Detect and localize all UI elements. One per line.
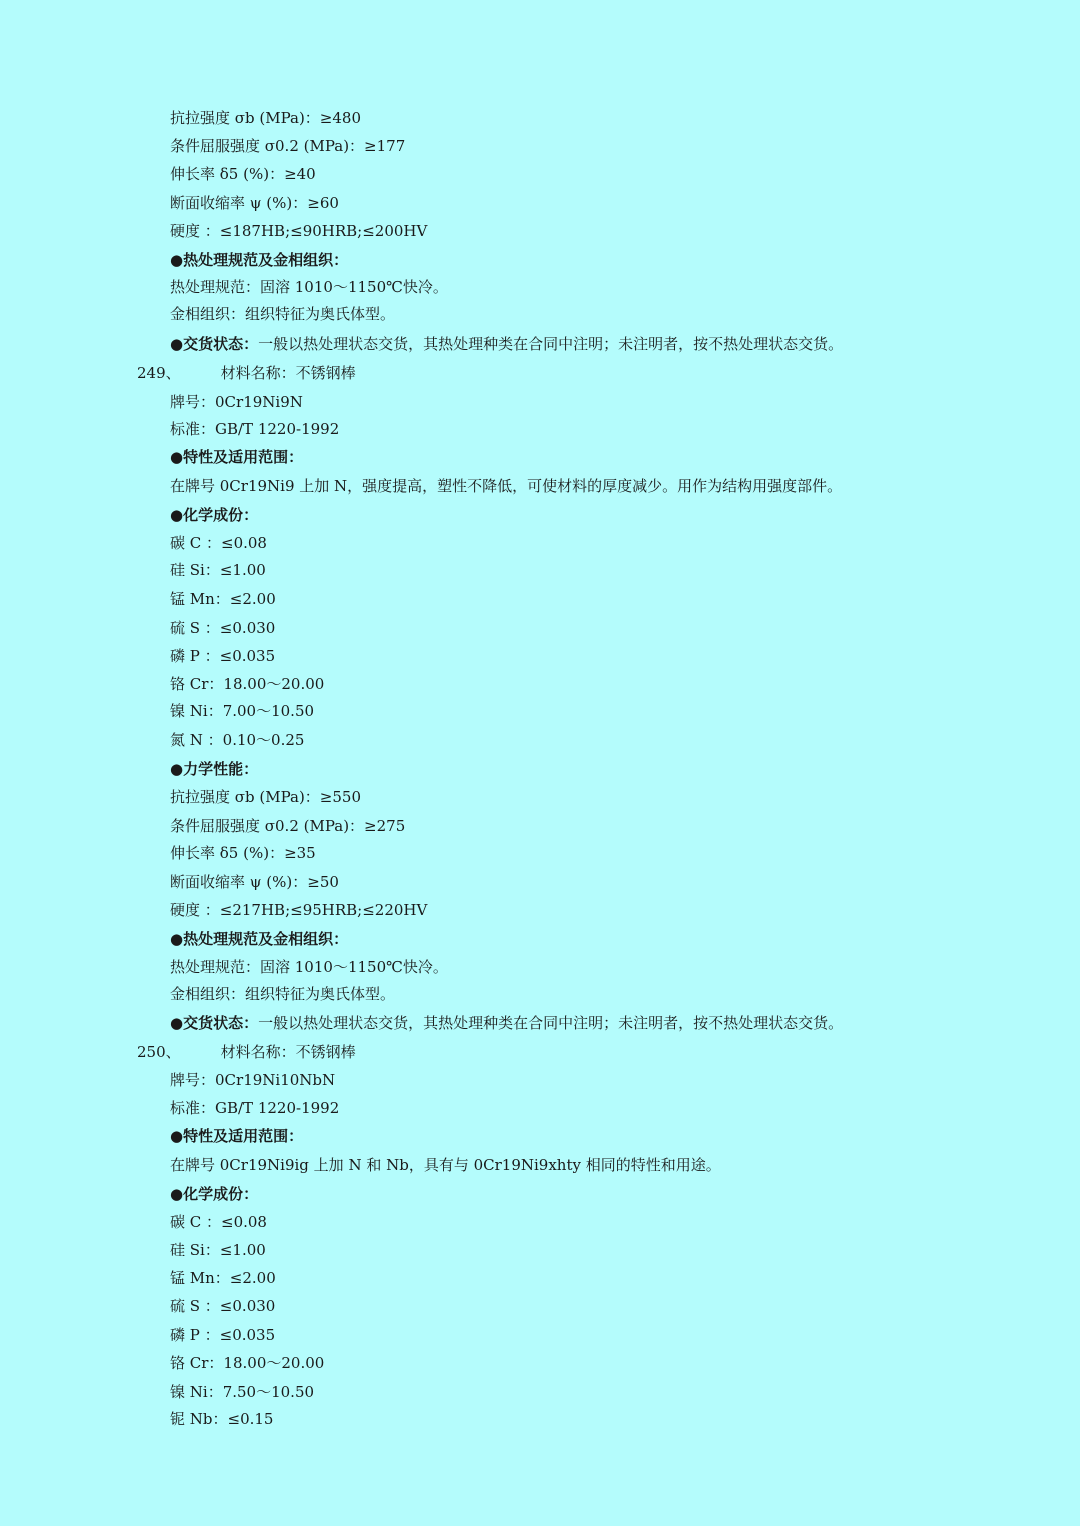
grade-line: 牌号：0Cr19Ni9N xyxy=(170,393,303,411)
chromium-line: 铬 Cr：18.00～20.00 xyxy=(170,675,325,693)
reduction-area-line: 断面收缩率 ψ (%)：≥50 xyxy=(170,873,339,891)
standard-line: 标准：GB/T 1220-1992 xyxy=(170,1099,340,1117)
tensile-strength-line: 抗拉强度 σb (MPa)：≥480 xyxy=(170,109,362,127)
item-number: 250、 xyxy=(137,1043,181,1061)
item-250-header xyxy=(137,1042,356,1062)
nitrogen-line: 氮 N ：0.10～0.25 xyxy=(170,731,305,749)
material-name: 材料名称：不锈钢棒 xyxy=(220,1043,356,1061)
silicon-line: 硅 Si：≤1.00 xyxy=(170,561,266,579)
material-name: 材料名称：不锈钢棒 xyxy=(220,364,356,382)
composition-heading: ●化学成份： xyxy=(170,506,259,524)
grade-line: 牌号：0Cr19Ni10NbN xyxy=(170,1071,336,1089)
phosphorus-line: 磷 P ：≤0.035 xyxy=(170,1326,276,1344)
yield-strength-line: 条件屈服强度 σ0.2 (MPa)：≥177 xyxy=(170,137,406,155)
yield-strength-line: 条件屈服强度 σ0.2 (MPa)：≥275 xyxy=(170,817,406,835)
hardness-line: 硬度 ：≤217HB;≤95HRB;≤220HV xyxy=(170,901,428,919)
carbon-line: 碳 C ：≤0.08 xyxy=(170,1213,267,1231)
properties-heading: ●特性及适用范围： xyxy=(170,1127,304,1145)
metallographic-line: 金相组织：组织特征为奥氏体型。 xyxy=(170,985,396,1003)
item-number: 249、 xyxy=(137,364,181,382)
delivery-state-text: 一般以热处理状态交货，其热处理种类在合同中注明；未注明者，按不热处理状态交货。 xyxy=(258,1014,844,1032)
elongation-line: 伸长率 δ5 (%)：≥35 xyxy=(170,844,316,862)
sulfur-line: 硫 S ：≤0.030 xyxy=(170,619,276,637)
composition-heading: ●化学成份： xyxy=(170,1185,259,1203)
delivery-state-label: ●交货状态： xyxy=(170,1014,259,1032)
chromium-line: 铬 Cr：18.00～20.00 xyxy=(170,1354,325,1372)
item-249-header xyxy=(137,363,356,383)
standard-line: 标准：GB/T 1220-1992 xyxy=(170,420,340,438)
elongation-line: 伸长率 δ5 (%)：≥40 xyxy=(170,165,316,183)
sulfur-line: 硫 S ：≤0.030 xyxy=(170,1297,276,1315)
carbon-line: 碳 C ：≤0.08 xyxy=(170,534,267,552)
heat-treatment-spec-line: 热处理规范：固溶 1010～1150℃快冷。 xyxy=(170,958,448,976)
properties-heading: ●特性及适用范围： xyxy=(170,448,304,466)
phosphorus-line: 磷 P ：≤0.035 xyxy=(170,647,276,665)
reduction-area-line: 断面收缩率 ψ (%)：≥60 xyxy=(170,194,339,212)
delivery-state-line xyxy=(170,1013,843,1033)
properties-text: 在牌号 0Cr19Ni9ig 上加 N 和 Nb，具有与 0Cr19Ni9xhty 相同的特性和用途。 xyxy=(170,1156,721,1174)
hardness-line: 硬度 ：≤187HB;≤90HRB;≤200HV xyxy=(170,222,428,240)
nickel-line: 镍 Ni：7.00～10.50 xyxy=(170,702,315,720)
delivery-state-text: 一般以热处理状态交货，其热处理种类在合同中注明；未注明者，按不热处理状态交货。 xyxy=(258,335,844,353)
delivery-state-label: ●交货状态： xyxy=(170,335,259,353)
properties-text: 在牌号 0Cr19Ni9 上加 N，强度提高，塑性不降低，可使材料的厚度减少。用作为结构用强度部件。 xyxy=(170,477,843,495)
delivery-state-line xyxy=(170,334,843,354)
niobium-line: 铌 Nb：≤0.15 xyxy=(170,1410,274,1428)
silicon-line: 硅 Si：≤1.00 xyxy=(170,1241,266,1259)
heat-treatment-heading: ●热处理规范及金相组织： xyxy=(170,251,349,269)
manganese-line: 锰 Mn：≤2.00 xyxy=(170,1269,276,1287)
metallographic-line: 金相组织：组织特征为奥氏体型。 xyxy=(170,305,396,323)
nickel-line: 镍 Ni：7.50～10.50 xyxy=(170,1383,315,1401)
heat-treatment-heading: ●热处理规范及金相组织： xyxy=(170,930,349,948)
manganese-line: 锰 Mn：≤2.00 xyxy=(170,590,276,608)
mechanical-heading: ●力学性能： xyxy=(170,760,259,778)
heat-treatment-spec-line: 热处理规范：固溶 1010～1150℃快冷。 xyxy=(170,278,448,296)
tensile-strength-line: 抗拉强度 σb (MPa)：≥550 xyxy=(170,788,362,806)
